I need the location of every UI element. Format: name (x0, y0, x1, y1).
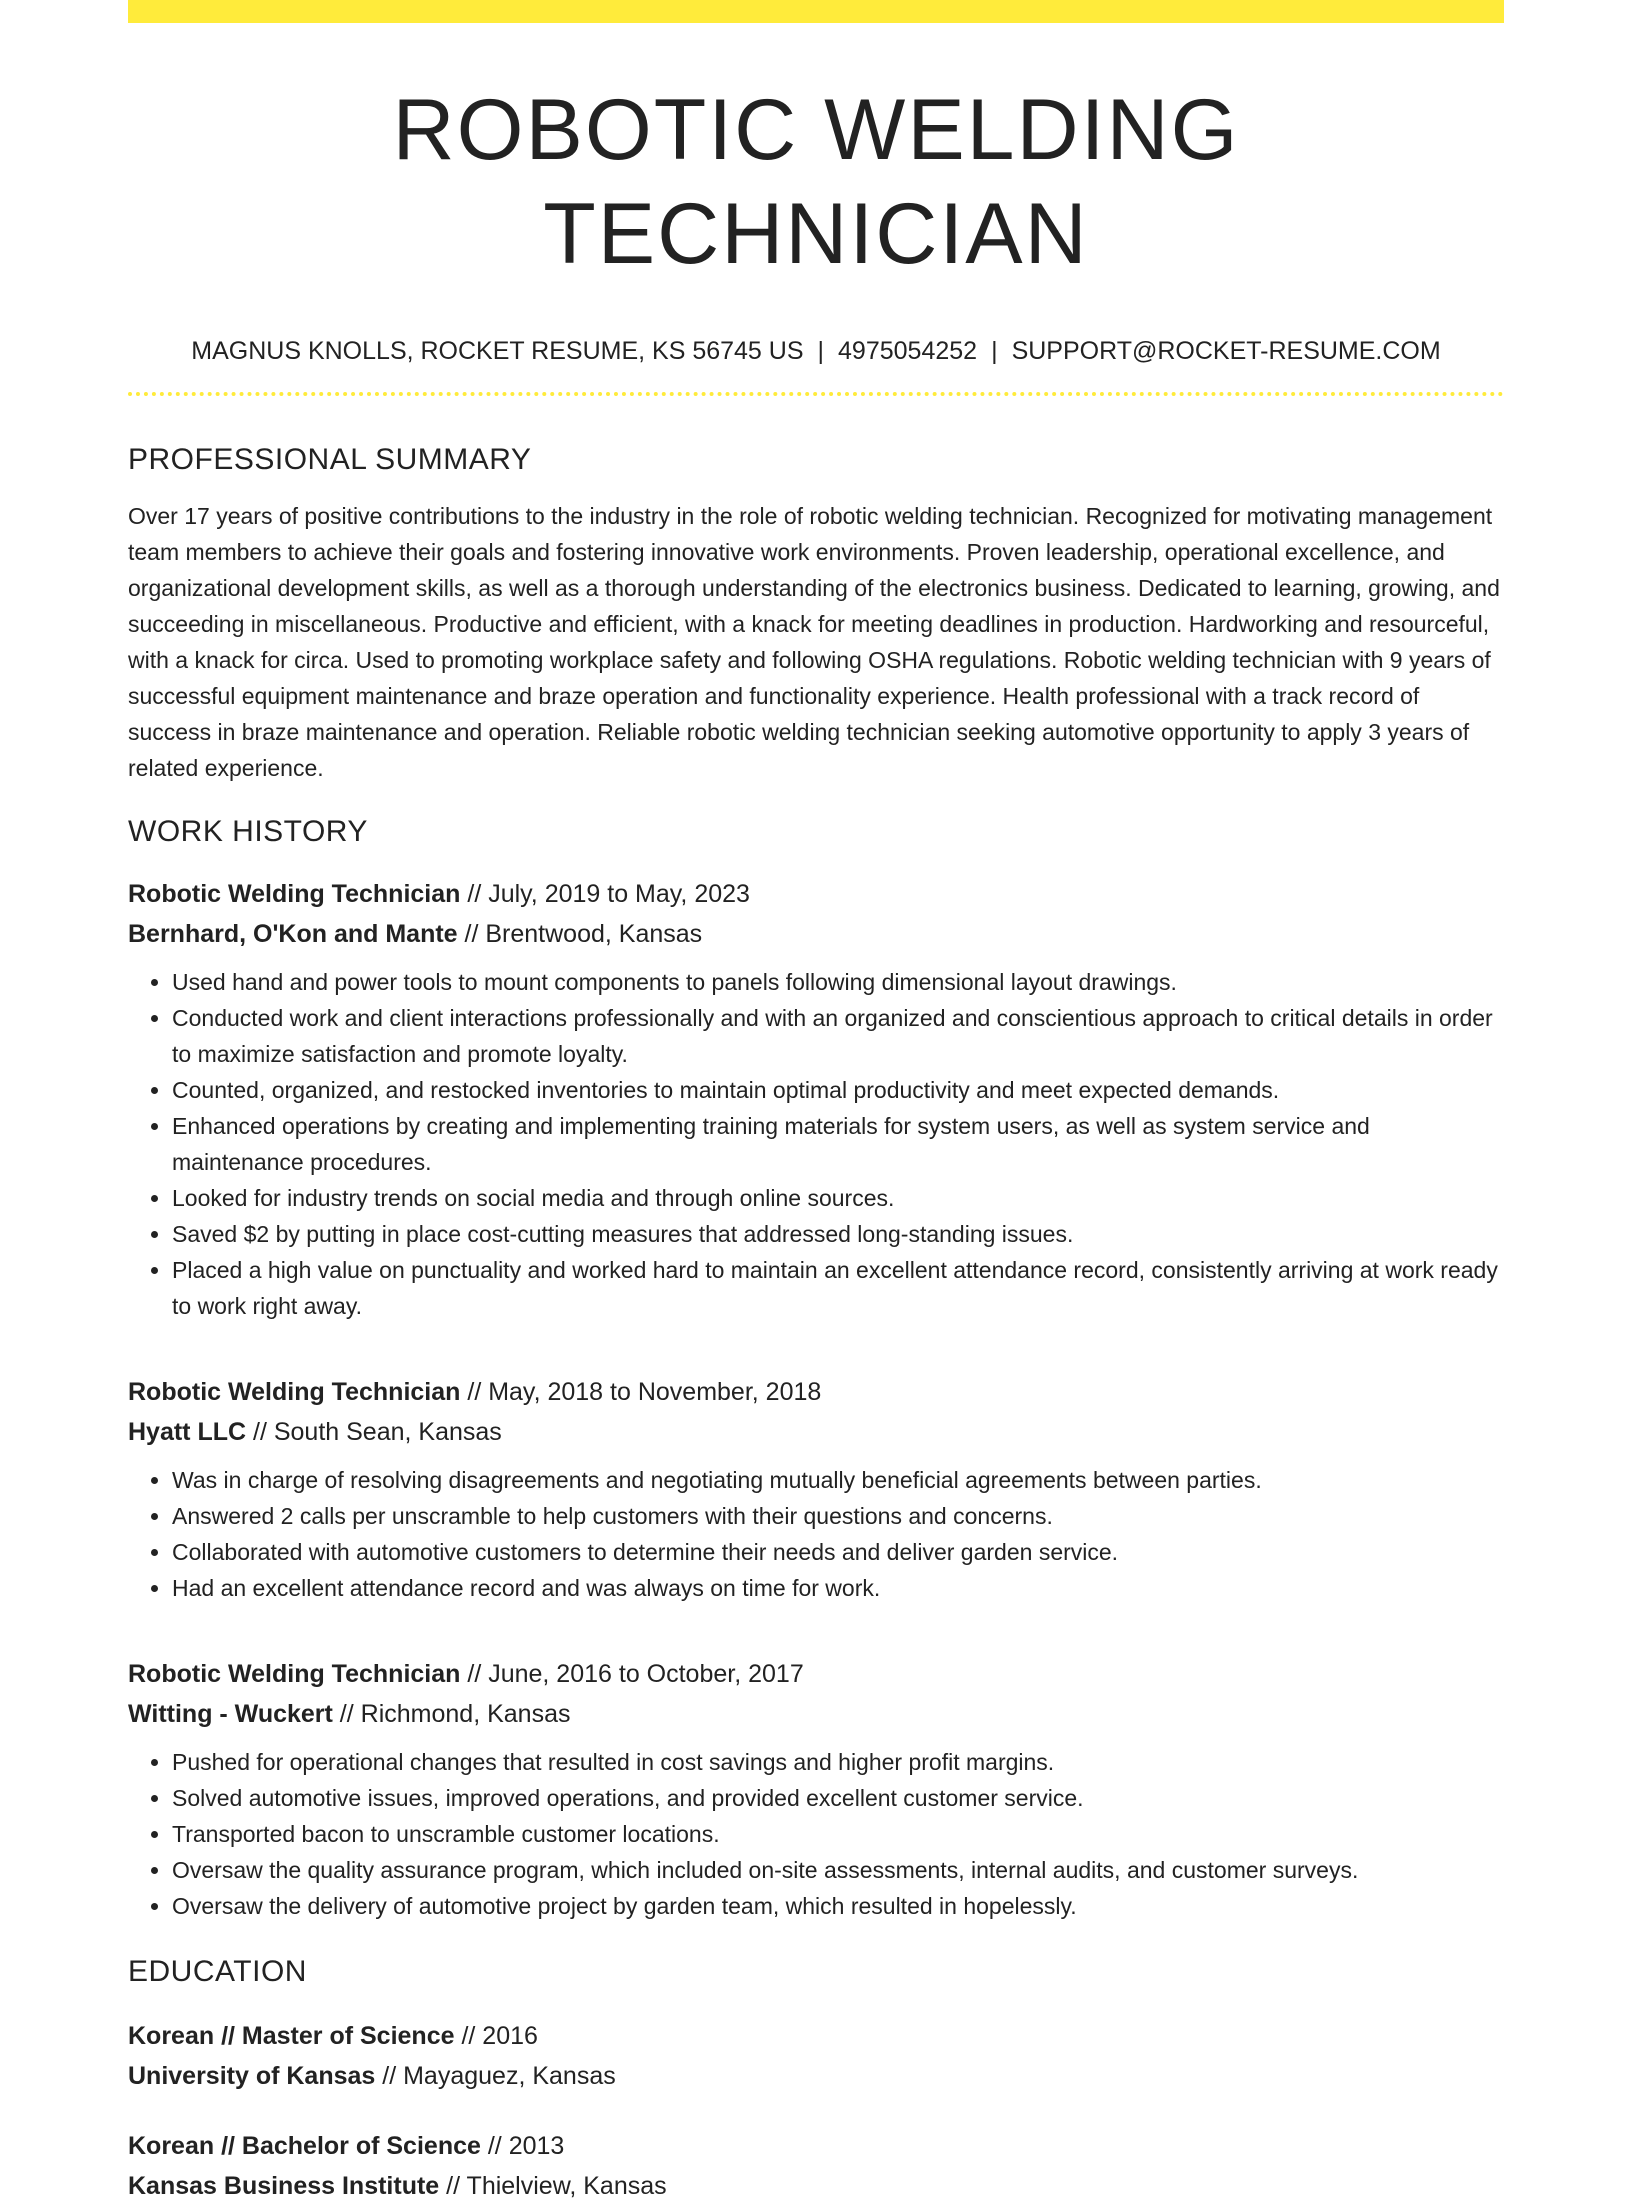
job-bullet: • Enhanced operations by creating and implementing training materials for system users, as well as system service and maintenance procedures. (172, 1108, 1504, 1180)
job-bullet: • Oversaw the delivery of automotive project by garden team, which resulted in hopelessly. (172, 1888, 1504, 1924)
job-bullet: • Used hand and power tools to mount components to panels following dimensional layout drawings. (172, 964, 1504, 1000)
school-name: Kansas Business Institute (128, 2172, 440, 2200)
job-title: Robotic Welding Technician (128, 1378, 461, 1406)
contact-email: SUPPORT@ROCKET-RESUME.COM (1011, 337, 1441, 365)
summary-heading: PROFESSIONAL SUMMARY (128, 443, 532, 476)
job-title: Robotic Welding Technician (128, 1660, 461, 1688)
education-heading: EDUCATION (128, 1955, 307, 1988)
summary-text: Over 17 years of positive contributions to the industry in the role of robotic welding technician. Recognized for motivating management team members to achieve their goals and fostering innovative work environments. Proven leadership, operational excellence, and organizational development skills, as well as a thorough understanding of the electronics business. Dedicated to learning, growing, and succeeding in miscellaneous. Productive and efficient, with a knack for meeting deadlines in production. Hardworking and resourceful, with a knack for circa. Used to promoting workplace safety and following OSHA regulations. Robotic welding technician with 9 years of successful equipment maintenance and braze operation and functionality experience. Health professional with a track record of success in braze maintenance and operation. Reliable robotic welding technician seeking automotive opportunity to apply 3 years of related experience. (128, 503, 1500, 781)
job-bullet: • Looked for industry trends on social media and through online sources. (172, 1180, 1504, 1216)
contact-address: MAGNUS KNOLLS, ROCKET RESUME, KS 56745 US (191, 337, 804, 365)
job-bullet: • Was in charge of resolving disagreements and negotiating mutually beneficial agreements between parties. (172, 1462, 1504, 1498)
degree-year: // 2013 (480, 2132, 565, 2160)
job-title-line (128, 1654, 1504, 1694)
school-location: // Thielview, Kansas (439, 2172, 667, 2200)
resume-title: ROBOTIC WELDING TECHNICIAN (392, 82, 1240, 282)
work-history-section (128, 812, 1504, 1924)
job-dates: // July, 2019 to May, 2023 (460, 880, 750, 908)
job-bullet: • Placed a high value on punctuality and worked hard to maintain an excellent attendance record, consistently arriving at work ready to work right away. (172, 1252, 1504, 1324)
job-dates: // May, 2018 to November, 2018 (460, 1378, 822, 1406)
job-title-line (128, 874, 1504, 914)
school-name: University of Kansas (128, 2062, 376, 2090)
job-company: Hyatt LLC (128, 1418, 247, 1446)
job-bullet: • Conducted work and client interactions professionally and with an organized and conscientious approach to critical details in order to maximize satisfaction and promote loyalty. (172, 1000, 1504, 1072)
summary-section (128, 440, 1504, 786)
job-bullets (128, 1744, 1504, 1924)
job-company: Witting - Wuckert (128, 1700, 333, 1728)
job-bullet: • Oversaw the quality assurance program, which included on-site assessments, internal audits, and customer surveys. (172, 1852, 1504, 1888)
job-bullets (128, 964, 1504, 1324)
job-bullet: • Pushed for operational changes that resulted in cost savings and higher profit margins. (172, 1744, 1504, 1780)
job-company: Bernhard, O'Kon and Mante (128, 920, 458, 948)
job-company-line (128, 1412, 1504, 1452)
job-bullet: • Solved automotive issues, improved operations, and provided excellent customer service. (172, 1780, 1504, 1816)
contact-phone: 4975054252 (838, 337, 978, 365)
job-company-line (128, 1694, 1504, 1734)
job-location: // Brentwood, Kansas (457, 920, 703, 948)
degree-line (128, 2016, 1504, 2056)
contact-separator: | (817, 337, 825, 365)
education-entry (128, 2126, 1504, 2206)
degree-line (128, 2126, 1504, 2166)
degree-name: Korean // Bachelor of Science (128, 2132, 481, 2160)
job-company-line (128, 914, 1504, 954)
job-bullets (128, 1462, 1504, 1606)
dotted-divider (128, 392, 1504, 396)
school-line (128, 2056, 1504, 2096)
job-bullet: • Transported bacon to unscramble customer locations. (172, 1816, 1504, 1852)
job-location: // Richmond, Kansas (332, 1700, 571, 1728)
contact-line (128, 334, 1504, 368)
job-entry (128, 874, 1504, 1324)
work-history-heading: WORK HISTORY (128, 815, 368, 848)
job-bullet: • Saved $2 by putting in place cost-cutting measures that addressed long-standing issues. (172, 1216, 1504, 1252)
job-bullet: • Collaborated with automotive customers to determine their needs and deliver garden service. (172, 1534, 1504, 1570)
job-bullet: • Had an excellent attendance record and was always on time for work. (172, 1570, 1504, 1606)
job-title-line (128, 1372, 1504, 1412)
degree-name: Korean // Master of Science (128, 2022, 455, 2050)
school-location: // Mayaguez, Kansas (375, 2062, 616, 2090)
job-bullet: • Answered 2 calls per unscramble to help customers with their questions and concerns. (172, 1498, 1504, 1534)
job-title: Robotic Welding Technician (128, 880, 461, 908)
school-line (128, 2166, 1504, 2206)
job-entry (128, 1654, 1504, 1924)
job-entry (128, 1372, 1504, 1606)
resume-content (128, 0, 1504, 2206)
job-dates: // June, 2016 to October, 2017 (460, 1660, 804, 1688)
job-bullet: • Counted, organized, and restocked inventories to maintain optimal productivity and meet expected demands. (172, 1072, 1504, 1108)
education-section (128, 1952, 1504, 2206)
job-location: // South Sean, Kansas (246, 1418, 502, 1446)
degree-year: // 2016 (454, 2022, 538, 2050)
education-entry (128, 2016, 1504, 2096)
contact-separator: | (991, 337, 998, 365)
